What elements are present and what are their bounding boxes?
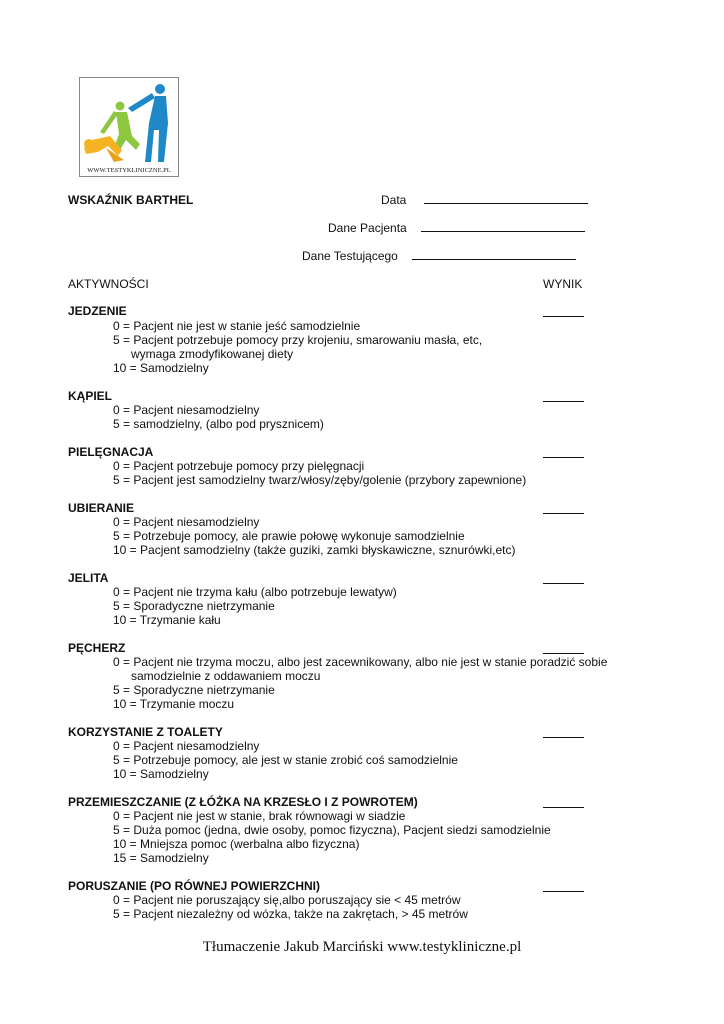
date-field bbox=[381, 193, 588, 207]
score-blank bbox=[543, 891, 584, 892]
score-blank bbox=[543, 583, 584, 584]
scoring-option: 5 = samodzielny, (albo pod prysznicem) bbox=[113, 417, 324, 431]
score-blank bbox=[543, 457, 584, 458]
score-column-header: WYNIK bbox=[543, 277, 583, 291]
scoring-option: 0 = Pacjent nie trzyma moczu, albo jest zacewnikowany, albo nie jest w stanie poradzić sobie bbox=[113, 655, 608, 669]
scoring-option: 0 = Pacjent nie jest w stanie jeść samodzielnie bbox=[113, 319, 361, 333]
date-blank bbox=[424, 193, 588, 204]
section-title: UBIERANIE bbox=[68, 501, 135, 515]
scoring-option: 0 = Pacjent nie poruszający się,albo poruszający sie < 45 metrów bbox=[113, 893, 461, 907]
scoring-option: 5 = Pacjent jest samodzielny twarz/włosy/zęby/golenie (przybory zapewnione) bbox=[113, 473, 527, 487]
scoring-option: 5 = Sporadyczne nietrzymanie bbox=[113, 599, 275, 613]
scoring-option: 5 = Pacjent niezależny od wózka, także na zakrętach, > 45 metrów bbox=[113, 907, 468, 921]
patient-data-label: Dane Pacjenta bbox=[328, 221, 407, 235]
tester-data-label: Dane Testującego bbox=[302, 249, 398, 263]
scoring-option: 0 = Pacjent niesamodzielny bbox=[113, 515, 260, 529]
scoring-option: 10 = Trzymanie moczu bbox=[113, 697, 235, 711]
scoring-option: 10 = Samodzielny bbox=[113, 767, 209, 781]
score-blank bbox=[543, 807, 584, 808]
scoring-option: wymaga zmodyfikowanej diety bbox=[131, 347, 294, 361]
section-title: PĘCHERZ bbox=[68, 641, 126, 655]
scoring-option: 10 = Trzymanie kału bbox=[113, 613, 221, 627]
scoring-option: 5 = Potrzebuje pomocy, ale jest w stanie zrobić coś samodzielnie bbox=[113, 753, 458, 767]
scoring-option: 10 = Pacjent samodzielny (także guziki, zamki błyskawiczne, sznurówki,etc) bbox=[113, 543, 516, 557]
section-title: KĄPIEL bbox=[68, 389, 113, 403]
scoring-option: 5 = Duża pomoc (jedna, dwie osoby, pomoc fizyczna), Pacjent siedzi samodzielnie bbox=[113, 823, 551, 837]
score-blank bbox=[543, 401, 584, 402]
tester-data-blank bbox=[412, 249, 576, 260]
scoring-option: 15 = Samodzielny bbox=[113, 851, 209, 865]
logo-text: WWW.TESTYKLINICZNE.PL bbox=[87, 167, 171, 174]
translation-credit-footer: Tłumaczenie Jakub Marciński www.testykliniczne.pl bbox=[202, 939, 522, 955]
scoring-option: 5 = Potrzebuje pomocy, ale prawie połowę wykonuje samodzielnie bbox=[113, 529, 465, 543]
therapist-assisting-patient-icon bbox=[80, 78, 178, 168]
scoring-option: 0 = Pacjent nie trzyma kału (albo potrzebuje lewatyw) bbox=[113, 585, 397, 599]
score-blank bbox=[543, 513, 584, 514]
scoring-option: 10 = Mniejsza pomoc (werbalna albo fizyczna) bbox=[113, 837, 360, 851]
logo bbox=[79, 77, 179, 177]
section-title: PIELĘGNACJA bbox=[68, 445, 154, 459]
date-label: Data bbox=[381, 193, 407, 207]
scoring-option: 0 = Pacjent niesamodzielny bbox=[113, 739, 260, 753]
scoring-option: 10 = Samodzielny bbox=[113, 361, 209, 375]
patient-data-field bbox=[328, 221, 585, 235]
section-title: JEDZENIE bbox=[68, 304, 127, 318]
scoring-option: 0 = Pacjent potrzebuje pomocy przy pielęgnacji bbox=[113, 459, 365, 473]
section-title: JELITA bbox=[68, 571, 109, 585]
score-blank bbox=[543, 737, 584, 738]
section-title: PRZEMIESZCZANIE (Z ŁÓŻKA NA KRZESŁO I Z POWROTEM) bbox=[68, 795, 418, 809]
scoring-option: 0 = Pacjent niesamodzielny bbox=[113, 403, 260, 417]
score-blank bbox=[543, 316, 584, 317]
scoring-option: 0 = Pacjent nie jest w stanie, brak równowagi w siadzie bbox=[113, 809, 406, 823]
page-title: WSKAŹNIK BARTHEL bbox=[68, 193, 194, 207]
scoring-option: 5 = Pacjent potrzebuje pomocy przy krojeniu, smarowaniu masła, etc, bbox=[113, 333, 483, 347]
activities-column-header: AKTYWNOŚCI bbox=[68, 277, 149, 291]
section-title: KORZYSTANIE Z TOALETY bbox=[68, 725, 223, 739]
patient-data-blank bbox=[421, 221, 585, 232]
score-blank bbox=[543, 653, 584, 654]
tester-data-field bbox=[302, 249, 576, 263]
scoring-option: samodzielnie z oddawaniem moczu bbox=[131, 669, 321, 683]
section-title: PORUSZANIE (PO RÓWNEJ POWIERZCHNI) bbox=[68, 879, 321, 893]
scoring-option: 5 = Sporadyczne nietrzymanie bbox=[113, 683, 275, 697]
